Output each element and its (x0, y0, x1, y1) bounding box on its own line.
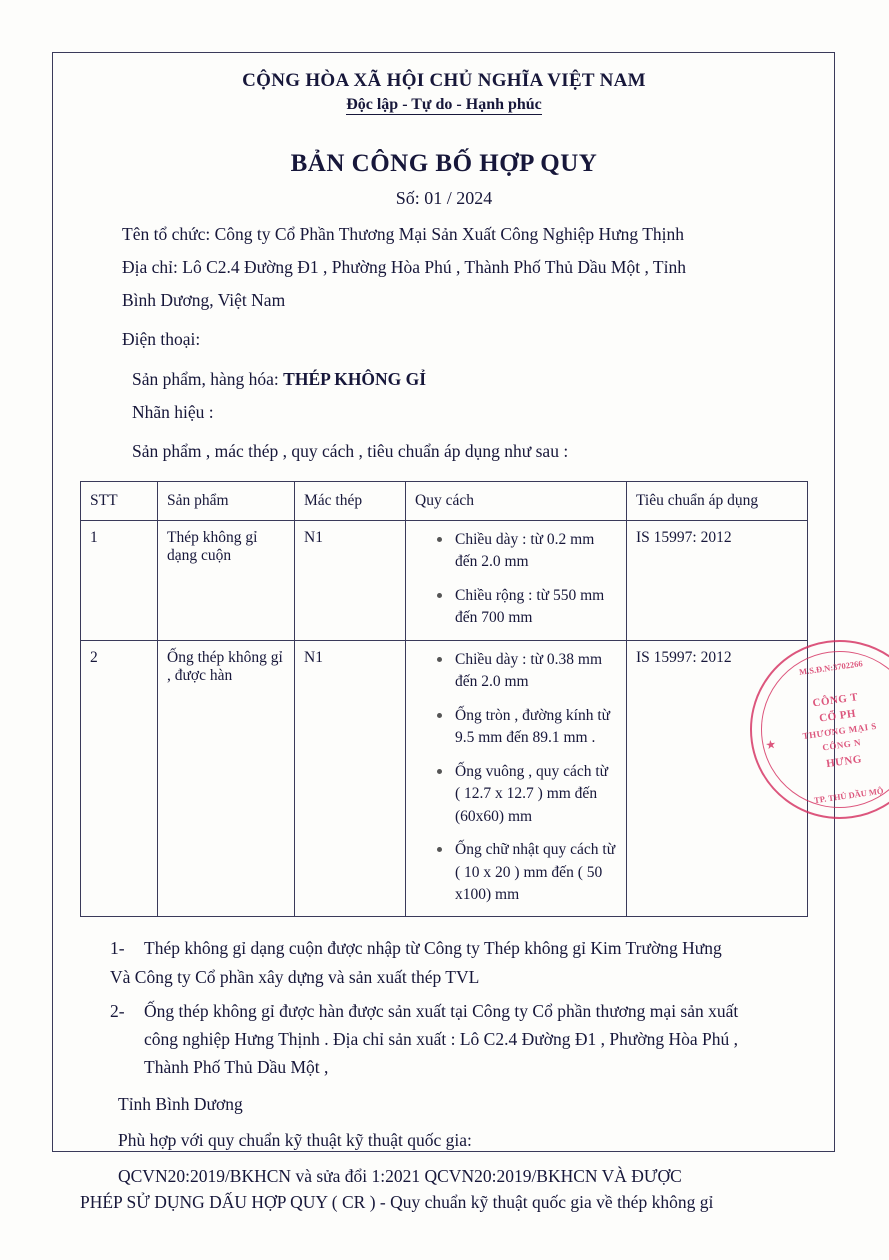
note-1-number: 1- (110, 938, 125, 959)
org-address-line (80, 254, 808, 281)
row1-product: Thép không gỉ dạng cuộn (158, 520, 295, 640)
table-header-standard: Tiêu chuẩn áp dụng (627, 481, 808, 520)
row2-grade: N1 (295, 640, 406, 917)
org-phone-line: Điện thoại: (122, 329, 201, 350)
province-line: Tỉnh Bình Dương (118, 1093, 243, 1114)
row2-spec (406, 640, 627, 917)
note-1-text (144, 935, 808, 961)
list-item: Chiều rộng : từ 550 mm đến 700 mm (437, 585, 617, 630)
product-label: Sản phẩm, hàng hóa: (132, 368, 284, 389)
org-address-line-2: Bình Dương, Việt Nam (122, 290, 286, 311)
note-1-line-1: Thép không gỉ dạng cuộn được nhập từ Công ty Thép không gỉ Kim Trường Hưng (144, 938, 722, 959)
star-icon: ★ (764, 737, 778, 753)
product-line (80, 366, 808, 393)
row2-stt: 2 (81, 640, 158, 917)
row1-stt: 1 (81, 520, 158, 640)
specification-table (80, 481, 808, 918)
conformity-label: Phù hợp với quy chuẩn kỹ thuật kỹ thuật quốc gia: (118, 1129, 472, 1150)
table-header-stt: STT (81, 481, 158, 520)
table-header-row (81, 481, 808, 520)
note-2-line-3: Thành Phố Thủ Dầu Một , (144, 1057, 329, 1078)
row1-standard: IS 15997: 2012 (627, 520, 808, 640)
national-motto-text: Độc lập - Tự do - Hạnh phúc (346, 96, 542, 113)
row1-spec-list (415, 529, 617, 630)
seal-line-5: HƯNG (825, 753, 863, 771)
national-motto (80, 96, 808, 114)
list-item: Ống vuông , quy cách từ ( 12.7 x 12.7 ) mm đến (60x60) mm (437, 761, 617, 828)
list-item: Ống tròn , đường kính từ 9.5 mm đến 89.1 mm . (437, 705, 617, 750)
note-2-number: 2- (110, 1000, 125, 1021)
table-row (81, 640, 808, 917)
note-1 (80, 935, 808, 961)
seal-tax-code: M.S.Đ.N:3702266 (798, 658, 864, 678)
document-number: Số: 01 / 2024 (395, 188, 493, 208)
document-content (68, 62, 820, 1216)
note-1-line-2: Và Công ty Cổ phần xây dựng và sản xuất thép TVL (110, 966, 480, 987)
conformity-line-1: QCVN20:2019/BKHCN và sửa đổi 1:2021 QCVN20:2019/BKHCN VÀ ĐƯỢC (118, 1166, 682, 1187)
table-row (81, 520, 808, 640)
row2-product: Ống thép không gỉ , được hàn (158, 640, 295, 917)
brand-line: Nhãn hiệu : (132, 401, 214, 422)
table-intro: Sản phẩm , mác thép , quy cách , tiêu chuẩn áp dụng như sau : (132, 440, 569, 461)
org-name-line (80, 221, 808, 248)
org-name-value: Công ty Cổ Phần Thương Mại Sản Xuất Công Nghiệp Hưng Thịnh (214, 224, 685, 244)
row1-spec (406, 520, 627, 640)
table-header-grade: Mác thép (295, 481, 406, 520)
conformity-line-2: PHÉP SỬ DỤNG DẤU HỢP QUY ( CR ) - Quy chuẩn kỹ thuật quốc gia về thép không gỉ (80, 1192, 714, 1213)
national-title: CỘNG HÒA XÃ HỘI CHỦ NGHĨA VIỆT NAM (242, 70, 646, 91)
note-2-line-2: công nghiệp Hưng Thịnh . Địa chỉ sản xuất : Lô C2.4 Đường Đ1 , Phường Hòa Phú , (144, 1029, 738, 1050)
row2-spec-list (415, 649, 617, 907)
row2-standard: IS 15997: 2012 (627, 640, 808, 917)
seal-line-2: CỔ PH (818, 707, 857, 725)
notes-section (80, 935, 808, 1080)
table-header-product: Sản phẩm (158, 481, 295, 520)
conformity-text (80, 1163, 808, 1216)
note-2-line-1: Ống thép không gỉ được hàn được sản xuất tại Công ty Cổ phần thương mại sản xuất (144, 1000, 739, 1021)
list-item: Ống chữ nhật quy cách từ ( 10 x 20 ) mm đến ( 50 x100) mm (437, 839, 617, 906)
product-value: THÉP KHÔNG GỈ (283, 368, 427, 389)
seal-city: TP. THỦ DẦU MỘ (813, 785, 885, 806)
org-address-value: Lô C2.4 Đường Đ1 , Phường Hòa Phú , Thành Phố Thủ Dầu Một , Tỉnh (182, 257, 686, 278)
seal-line-1: CÔNG T (811, 691, 859, 710)
org-address-label: Địa chỉ: (122, 257, 183, 278)
seal-line-4: CÔNG N (821, 737, 862, 753)
row1-grade: N1 (295, 520, 406, 640)
org-name-label: Tên tổ chức: (122, 224, 215, 244)
list-item: Chiều dày : từ 0.2 mm đến 2.0 mm (437, 529, 617, 574)
table-header-spec: Quy cách (406, 481, 627, 520)
page-title: BẢN CÔNG BỐ HỢP QUY (290, 150, 598, 177)
note-2-text (144, 998, 808, 1024)
seal-line-3: THƯƠNG MẠI S (802, 720, 878, 742)
list-item: Chiều dày : từ 0.38 mm đến 2.0 mm (437, 649, 617, 694)
note-2 (80, 998, 808, 1024)
